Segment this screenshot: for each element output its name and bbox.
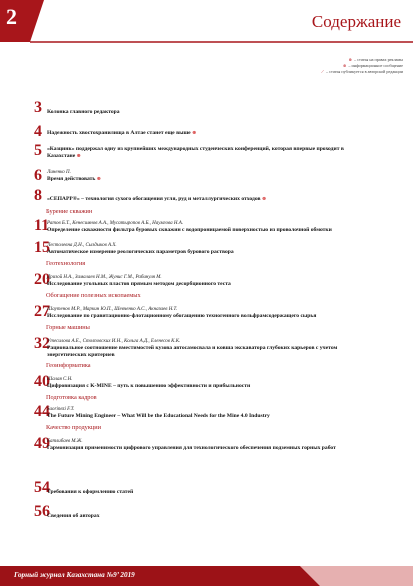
entry-title: «СЕПАРР®» – технология сухого обогащения угля, руд и металлургических отходов xyxy=(47,196,261,202)
entry-authors: Линенко П. xyxy=(47,170,71,175)
entry-page: 32 xyxy=(34,335,50,352)
entry-title: Сведения об авторах xyxy=(47,513,100,519)
entry-title: Гармонизация применимости цифрового управления для технологического обеспечения подземных горных работ xyxy=(47,445,336,451)
entry-title: Автоматическое измерение реологических параметров бурового раствора xyxy=(47,249,234,255)
entry-page: 44 xyxy=(34,403,50,420)
entry-page: 4 xyxy=(34,123,42,140)
entry-page: 3 xyxy=(34,99,42,116)
entry-page: 27 xyxy=(34,303,50,320)
entry-page: 54 xyxy=(34,479,50,496)
entry-title: Цифровизация с K-MINE – путь к повышению эффективности и прибыльности xyxy=(47,383,251,389)
section-heading: Геоинформатика xyxy=(46,362,91,369)
entry-authors: Ратов Б.Т., Кенесимнов А.А., Мусатыропов А.Б., Наумгова Н.А. xyxy=(47,221,184,226)
entry-authors: Шалая С.Н. xyxy=(47,377,73,382)
entry-authors: Шаутенов М.Р., Маркин Ю.П., Шевченко А.С., Акназаев Н.Т. xyxy=(47,307,178,312)
entry-authors: Лестолевна Д.Н., Сыздыков А.Х. xyxy=(47,243,117,248)
entry-title: «Казцинк» поддержал одну из крупнейших международных студенческих конференций, которая впервые проходит в Казахстане xyxy=(47,146,344,159)
info-mark-icon: ⊛ xyxy=(342,63,347,68)
section-heading: Бурение скважин xyxy=(46,208,93,215)
section-heading: Обогащение полезных ископаемых xyxy=(46,292,141,299)
section-heading: Геотехнология xyxy=(46,260,86,267)
entry-title: Требования к оформлению статей xyxy=(47,489,134,495)
legend-text: – информационное сообщение xyxy=(348,63,403,68)
entry-page: 56 xyxy=(34,503,50,520)
legend-text: – статья на правах рекламы xyxy=(353,57,403,62)
journal-footer: Горный журнал Казахстана №9’ 2019 xyxy=(14,571,135,579)
entry-title: Надежность хвостохранилища в Алтае станет еще выше xyxy=(47,130,191,136)
entry-page: 20 xyxy=(34,271,50,288)
legend xyxy=(321,57,403,75)
section-heading: Горные машины xyxy=(46,324,90,331)
entry-authors: Дризой Н.А., Замалаев Н.М., Жунис Г.М., Рабинуля М. xyxy=(47,275,162,280)
author-edition-icon: ⟋ xyxy=(321,69,324,74)
entry-title: Исследование угольных пластов прямым методом десорбционного теста xyxy=(47,281,231,287)
legend-item-author xyxy=(321,69,403,75)
entry-page: 40 xyxy=(34,373,50,390)
entry-title: Исследование по гравитационно-флотационному обогащению техногенного вольфрамсодержащего сырья xyxy=(47,313,317,319)
entry-page: 6 xyxy=(34,167,42,184)
entry-title: Колонка главного редактора xyxy=(47,109,120,115)
entry-page: 11 xyxy=(34,217,50,234)
section-heading: Качество продукции xyxy=(46,424,101,431)
page-title: Содержание xyxy=(311,12,401,31)
ad-mark-icon: ⊛ xyxy=(348,57,352,62)
ad-mark-icon: ⊛ xyxy=(261,197,267,202)
legend-text: – статья публикуется в авторской редакции xyxy=(326,69,403,74)
ad-mark-icon: ⊛ xyxy=(76,154,81,159)
entry-title: The Future Mining Engineer – What Will be the Educational Needs for the Mine 4.0 Industry xyxy=(47,413,270,419)
entry-page: 5 xyxy=(34,142,42,159)
entry-title: Определение скважности фильтра буровых скважин с водопроницаемой поверхностью из проволочной обмотки xyxy=(47,227,332,233)
section-heading: Подготовка кадров xyxy=(46,394,97,401)
entry-page: 49 xyxy=(34,435,50,452)
page-number: 2 xyxy=(6,4,17,29)
entry-page: 15 xyxy=(34,239,50,256)
entry-title: Время действовать xyxy=(47,176,96,182)
entry-page: 8 xyxy=(34,187,42,204)
entry-authors: Батлибаев М.Ж. xyxy=(47,439,83,444)
ad-mark-icon: ⊛ xyxy=(96,177,101,182)
entry-authors: Утесилова А.Е., Столповских И.Н., Кольга А.Д., Еленесов К.К. xyxy=(47,339,181,344)
entry-title: Рациональное соотношение вместимостей кузова автосамосвала и ковша экскаватора глубоких карьеров с учетом энергетических критериев xyxy=(47,345,338,358)
entry-authors: Saorinezi F.T. xyxy=(47,407,75,412)
ad-mark-icon: ⊛ xyxy=(192,131,197,136)
